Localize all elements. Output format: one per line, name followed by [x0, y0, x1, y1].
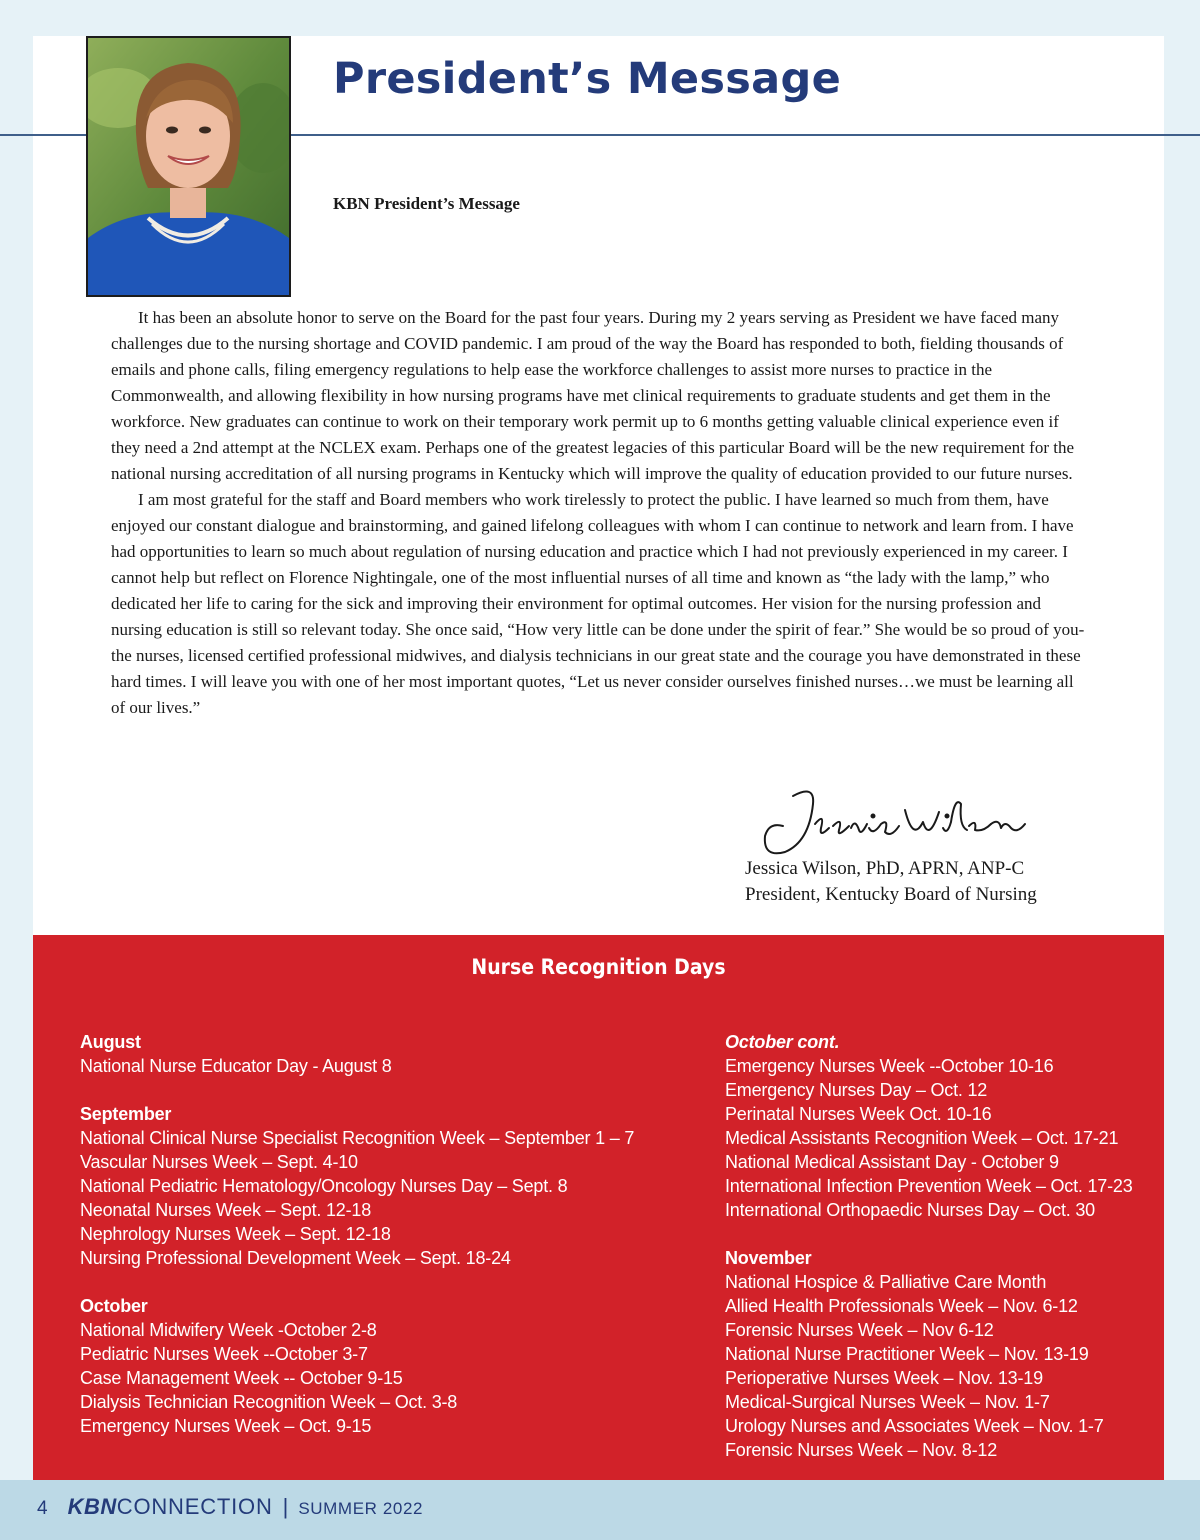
recognition-column-left	[80, 1030, 640, 1462]
event-item: Medical-Surgical Nurses Week – Nov. 1-7	[725, 1392, 1050, 1412]
event-item: Medical Assistants Recognition Week – Oct. 17-21	[725, 1128, 1119, 1148]
month-heading: October cont.	[725, 1032, 840, 1052]
signer-block	[745, 856, 1037, 908]
event-item: National Nurse Practitioner Week – Nov. 13-19	[725, 1344, 1089, 1364]
event-item: National Clinical Nurse Specialist Recognition Week – September 1 – 7	[80, 1128, 635, 1148]
page-title: President’s Message	[333, 54, 842, 104]
event-item: Emergency Nurses Day – Oct. 12	[725, 1080, 988, 1100]
event-item: Case Management Week -- October 9-15	[80, 1368, 403, 1388]
event-item: National Hospice & Palliative Care Month	[725, 1272, 1047, 1292]
footer-separator: |	[282, 1494, 289, 1519]
event-item: Emergency Nurses Week --October 10-16	[725, 1056, 1054, 1076]
page-number: 4	[37, 1498, 48, 1519]
recognition-panel	[33, 935, 1164, 1480]
event-item: National Pediatric Hematology/Oncology Nurses Day – Sept. 8	[80, 1176, 568, 1196]
event-item: Perinatal Nurses Week Oct. 10-16	[725, 1104, 992, 1124]
month-group-october-cont	[725, 1030, 1155, 1222]
month-heading: August	[80, 1032, 141, 1052]
month-heading: October	[80, 1296, 148, 1316]
event-item: Forensic Nurses Week – Nov. 8-12	[725, 1440, 998, 1460]
event-item: Nephrology Nurses Week – Sept. 12-18	[80, 1224, 391, 1244]
event-item: Emergency Nurses Week – Oct. 9-15	[80, 1416, 372, 1436]
event-item: National Midwifery Week -October 2-8	[80, 1320, 377, 1340]
recognition-title: Nurse Recognition Days	[471, 955, 726, 979]
event-item: National Medical Assistant Day - October 9	[725, 1152, 1059, 1172]
event-item: Perioperative Nurses Week – Nov. 13-19	[725, 1368, 1043, 1388]
signature-image	[755, 782, 1035, 864]
president-portrait	[86, 36, 291, 297]
event-item: Allied Health Professionals Week – Nov. 6-12	[725, 1296, 1078, 1316]
event-item: Vascular Nurses Week – Sept. 4-10	[80, 1152, 358, 1172]
event-item: Urology Nurses and Associates Week – Nov. 1-7	[725, 1416, 1104, 1436]
footer-line	[37, 1494, 423, 1520]
event-item: International Infection Prevention Week – Oct. 17-23	[725, 1176, 1133, 1196]
event-item: Pediatric Nurses Week --October 3-7	[80, 1344, 368, 1364]
article-subtitle: KBN President’s Message	[333, 194, 520, 213]
event-item: Dialysis Technician Recognition Week – Oct. 3-8	[80, 1392, 458, 1412]
signer-title: President, Kentucky Board of Nursing	[745, 884, 1037, 905]
event-item: International Orthopaedic Nurses Day – Oct. 30	[725, 1200, 1095, 1220]
body-paragraph: I am most grateful for the staff and Board members who work tirelessly to protect the public. I have learned so much from them, have enjoyed our constant dialogue and brainstorming, and gained lifelong colleagues with whom I can continue to network and learn from. I have had opportunities to learn so much about regulation of nursing education and practice which I had not previously experienced in my career. I cannot help but reflect on Florence Nightingale, one of the most influential nurses of all time and known as “the lady with the lamp,” who dedicated her life to caring for the sick and improving their environment for optimal outcomes. Her vision for the nursing profession and nursing education is still so relevant today. She once said, “How very little can be done under the spirit of fear.” She would be so proud of you- the nurses, licensed certified professional midwives, and dialysis technicians in our great state and the courage you have demonstrated in these hard times. I will leave you with one of her most important quotes, “Let us never consider ourselves finished nurses…we must be learning all of our lives.”	[111, 490, 1085, 717]
signer-name: Jessica Wilson, PhD, APRN, ANP-C	[745, 858, 1025, 879]
month-group-october	[80, 1294, 640, 1438]
brand-kbn: KBN	[67, 1494, 117, 1519]
month-group-august	[80, 1030, 640, 1078]
event-item: Forensic Nurses Week – Nov 6-12	[725, 1320, 994, 1340]
recognition-column-right	[725, 1030, 1155, 1486]
article-body	[111, 305, 1086, 721]
brand-connection: CONNECTION	[116, 1494, 273, 1519]
month-group-september	[80, 1102, 640, 1270]
event-item: Nursing Professional Development Week – Sept. 18-24	[80, 1248, 511, 1268]
month-group-november	[725, 1246, 1155, 1462]
page-footer	[0, 1480, 1200, 1540]
month-heading: September	[80, 1104, 172, 1124]
body-paragraph: It has been an absolute honor to serve on the Board for the past four years. During my 2 years serving as President we have faced many challenges due to the nursing shortage and COVID pandemic. I am proud of the way the Board has responded to both, fielding thousands of emails and phone calls, filing emergency regulations to help ease the workforce challenges to assist more nurses to practice in the Commonwealth, and allowing flexibility in how nursing programs have met clinical requirements to graduate students and get them in the workforce. New graduates can continue to work on their temporary work permit up to 6 months getting valuable clinical experience even if they need a 2nd attempt at the NCLEX exam. Perhaps one of the greatest legacies of this particular Board will be the new requirement for the national nursing accreditation of all nursing programs in Kentucky which will improve the quality of education provided to our future nurses.	[111, 308, 1074, 483]
event-item: National Nurse Educator Day - August 8	[80, 1056, 392, 1076]
event-item: Neonatal Nurses Week – Sept. 12-18	[80, 1200, 372, 1220]
month-heading: November	[725, 1248, 812, 1268]
issue-label: SUMMER 2022	[298, 1499, 424, 1518]
